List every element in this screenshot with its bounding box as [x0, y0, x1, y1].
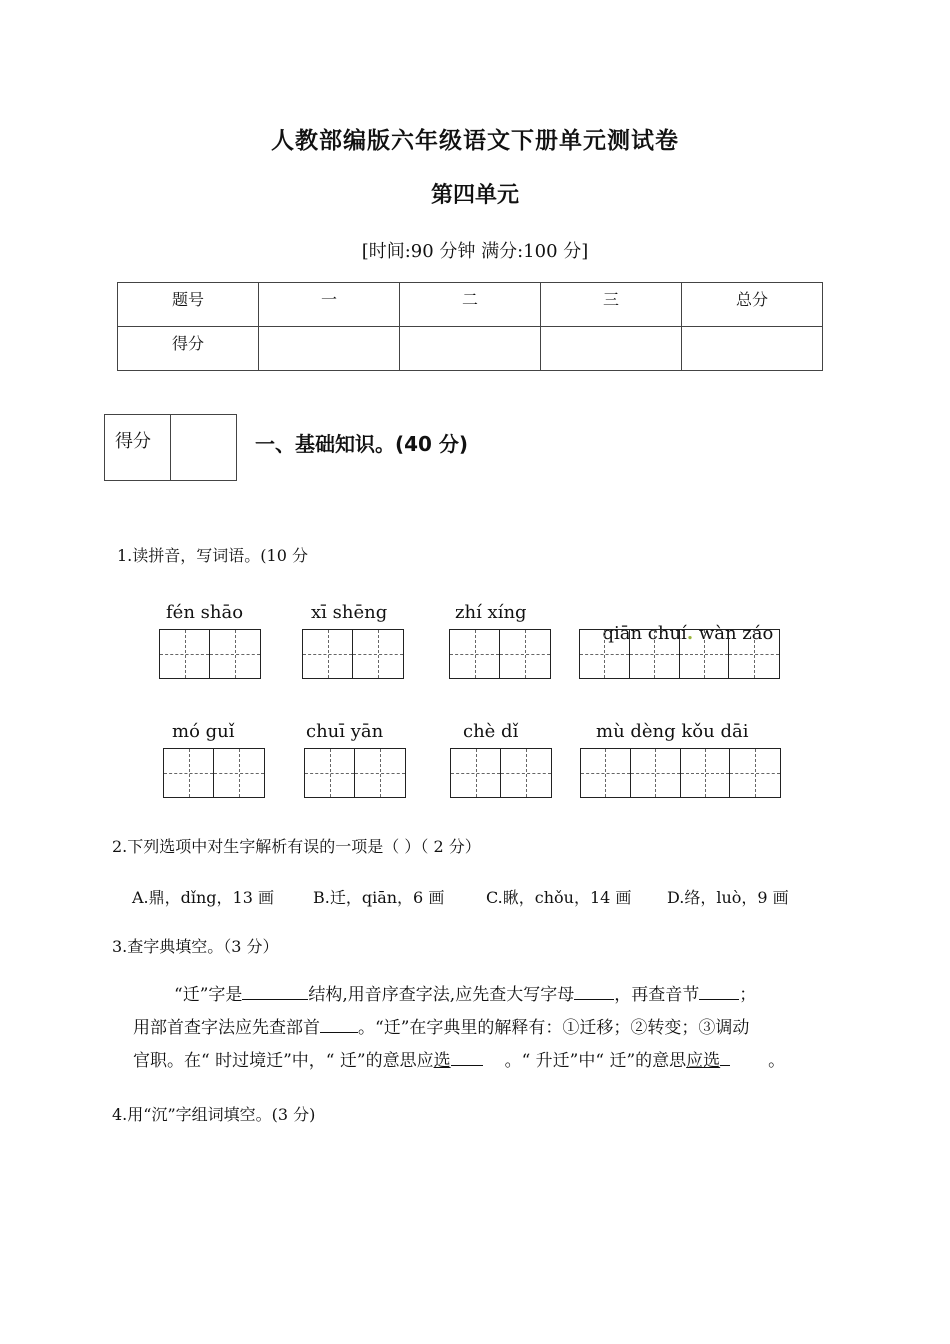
score-table-header: 一 — [259, 283, 400, 327]
q3-line — [133, 1045, 785, 1078]
pinyin-label: xī shēng — [311, 602, 388, 623]
char-cell[interactable] — [581, 749, 631, 797]
q3-text: 。 — [768, 1051, 786, 1071]
q3-prompt: 3.查字典填空。（3 分） — [112, 937, 279, 956]
q3-underlined: 选 — [433, 1051, 451, 1071]
pinyin-label: chè dǐ — [463, 721, 519, 742]
section-heading: 一、基础知识。(40 分) — [255, 432, 469, 456]
char-cell[interactable] — [630, 630, 680, 678]
char-cell[interactable] — [451, 749, 501, 797]
score-row-label: 得分 — [118, 327, 259, 371]
char-cell[interactable] — [164, 749, 214, 797]
q3-underlined: 应选 — [686, 1051, 721, 1071]
pinyin-part: wàn záo — [693, 623, 774, 644]
char-cell[interactable] — [501, 749, 551, 797]
fill-blank[interactable] — [320, 1014, 358, 1033]
score-table-header: 总分 — [682, 283, 823, 327]
pinyin-label: zhí xíng — [455, 602, 527, 623]
score-cell[interactable] — [259, 327, 400, 371]
fill-blank[interactable] — [242, 981, 308, 1000]
char-cell[interactable] — [353, 630, 403, 678]
q1-prompt: 1.读拼音，写词语。(10 分 — [117, 546, 308, 565]
q2-option: A.鼎，dǐng，13 画 — [132, 888, 274, 907]
char-grid[interactable] — [450, 748, 552, 798]
char-grid[interactable] — [302, 629, 404, 679]
score-table — [117, 282, 823, 371]
q3-line — [174, 979, 756, 1012]
char-cell[interactable] — [450, 630, 500, 678]
char-grid[interactable] — [304, 748, 406, 798]
q3-text: 官职。在“ 时过境迁”中，“ 迁”的意思应 — [133, 1051, 434, 1071]
char-grid[interactable] — [449, 629, 551, 679]
char-grid[interactable] — [580, 748, 781, 798]
score-cell[interactable] — [682, 327, 823, 371]
char-cell[interactable] — [631, 749, 681, 797]
char-cell[interactable] — [500, 630, 550, 678]
q2-prompt: 2.下列选项中对生字解析有误的一项是（ ）（ 2 分） — [112, 837, 481, 856]
pinyin-part: qiān chuí — [602, 623, 687, 644]
score-cell[interactable] — [400, 327, 541, 371]
unit-title: 第四单元 — [430, 183, 519, 208]
char-cell[interactable] — [730, 749, 780, 797]
pinyin-label: chuī yān — [306, 721, 384, 742]
q2-option: C.瞅，chǒu，14 画 — [486, 888, 632, 907]
fill-blank[interactable] — [699, 981, 739, 1000]
pinyin-label: fén shāo — [166, 602, 244, 623]
fill-blank[interactable] — [720, 1047, 730, 1066]
char-cell[interactable] — [680, 630, 730, 678]
q3-text: ； — [739, 985, 757, 1005]
q3-text: “迁”字是 — [174, 985, 243, 1005]
char-cell[interactable] — [160, 630, 210, 678]
char-cell[interactable] — [305, 749, 355, 797]
q3-text: 。“迁”在字典里的解释有：①迁移；②转变；③调动 — [358, 1018, 750, 1038]
score-table-header: 题号 — [118, 283, 259, 327]
char-cell[interactable] — [210, 630, 260, 678]
time-score-info: [时间:90 分钟 满分:100 分] — [361, 241, 589, 262]
exam-title: 人教部编版六年级语文下册单元测试卷 — [271, 128, 679, 154]
q4-prompt: 4.用“沉”字组词填空。(3 分) — [112, 1105, 316, 1124]
pinyin-label: mù dèng kǒu dāi — [596, 721, 749, 742]
char-grid[interactable] — [163, 748, 265, 798]
char-grid[interactable] — [579, 629, 780, 679]
dot-mark: . — [686, 623, 694, 644]
score-cell[interactable] — [541, 327, 682, 371]
pinyin-label: mó guǐ — [172, 721, 235, 742]
fill-blank[interactable] — [574, 981, 614, 1000]
q3-text: ，再查音节 — [614, 985, 700, 1005]
q3-text: 结构,用音序查字法,应先查大写字母 — [308, 985, 575, 1005]
fill-blank[interactable] — [451, 1047, 483, 1066]
char-cell[interactable] — [303, 630, 353, 678]
q3-text: 。“ 升迁”中“ 迁”的意思 — [504, 1051, 687, 1071]
char-cell[interactable] — [729, 630, 779, 678]
score-table-header: 三 — [541, 283, 682, 327]
section-score-label: 得分 — [105, 415, 171, 480]
q2-option: D.络，luò，9 画 — [667, 888, 789, 907]
char-cell[interactable] — [355, 749, 405, 797]
q2-option: B.迁，qiān，6 画 — [313, 888, 445, 907]
score-table-header: 二 — [400, 283, 541, 327]
score-table-header-row — [118, 283, 823, 327]
section-score-box — [104, 414, 237, 481]
q3-text: 用部首查字法应先查部首 — [133, 1018, 320, 1038]
q3-line — [133, 1012, 749, 1045]
score-table-row — [118, 327, 823, 371]
char-cell[interactable] — [580, 630, 630, 678]
char-grid[interactable] — [159, 629, 261, 679]
char-cell[interactable] — [214, 749, 264, 797]
char-cell[interactable] — [681, 749, 731, 797]
